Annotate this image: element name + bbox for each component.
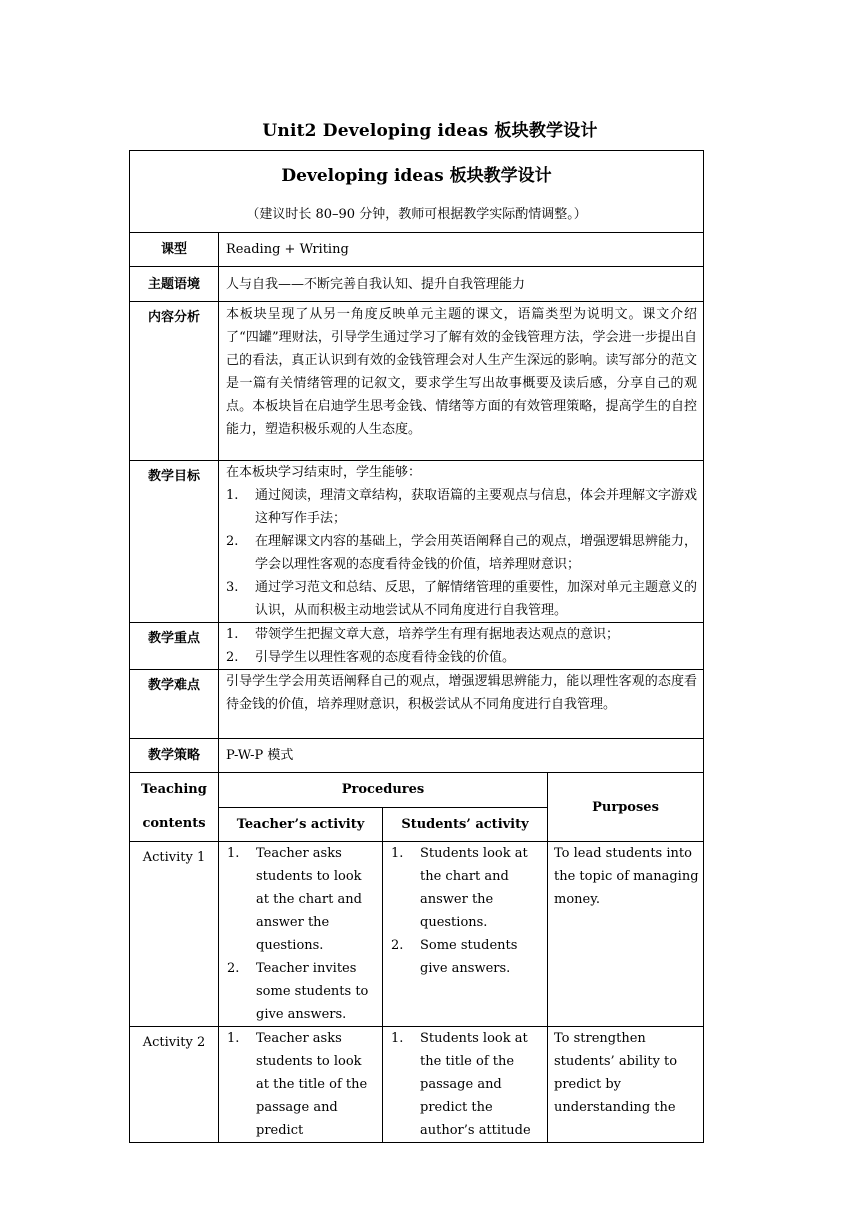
list-item: 1. Students look at the title of the passage and predict the author’s attitude [391,1031,531,1138]
teacher-activity-header: Teacher’s activity [219,807,383,842]
objectives-value [219,461,704,623]
activity-label: Activity 2 [130,1027,219,1143]
purpose-cell: To strengthen students’ ability to predict by understanding the [548,1027,704,1143]
students-activity-cell [383,842,548,1027]
list-item: 2. 在理解课文内容的基础上，学会用英语阐释自己的观点，增强逻辑思辨能力，学会以理性客观的态度看待金钱的价值，培养理财意识； [226,534,698,572]
objectives-list [226,484,697,622]
list-item: 1. Teacher asks students to look at the chart and answer the questions. [227,846,362,953]
table-header [130,151,704,233]
document-title: Unit2 Developing ideas 板块教学设计 [262,121,598,141]
list-item: 2. Teacher invites some students to give answers. [227,961,369,1022]
lesson-type-label: 课型 [130,233,219,267]
theme-value: 人与自我——不断完善自我认知、提升自我管理能力 [219,267,704,302]
duration-note: （建议时长 80–90 分钟，教师可根据教学实际酌情调整。） [246,207,587,222]
table-row [130,842,704,1027]
objectives-intro: 在本板块学习结束时，学生能够： [226,465,422,480]
difficulties-label: 教学难点 [130,670,219,739]
lesson-plan-table [129,150,704,1143]
key-points-list [226,623,697,669]
strategy-value: P-W-P 模式 [219,739,704,773]
teaching-contents-header: Teaching contents [130,773,219,842]
content-analysis-value: 本板块呈现了从另一角度反映单元主题的课文，语篇类型为说明文。课文介绍了“四罐”理财法，引导学生通过学习了解有效的金钱管理方法，学会进一步提出自己的看法，真正认识到有效的金钱管理会对人生产生深远的影响。读写部分的范文是一篇有关情绪管理的记叙文，要求学生写出故事概要及读后感，分享自己的观点。本板块旨在启迪学生思考金钱、情绪等方面的有效管理策略，提高学生的自控能力，塑造积极乐观的人生态度。 [219,302,704,461]
teacher-activity-cell [219,1027,383,1143]
list-item: 1. 带领学生把握文章大意，培养学生有理有据地表达观点的意识； [226,627,620,642]
strategy-label: 教学策略 [130,739,219,773]
list-item: 2. 引导学生以理性客观的态度看待金钱的价值。 [226,650,516,665]
purpose-cell: To lead students into the topic of managing money. [548,842,704,1027]
list-item: 2. Some students give answers. [391,938,518,976]
content-analysis-label: 内容分析 [130,302,219,461]
activity-label: Activity 1 [130,842,219,1027]
theme-label: 主题语境 [130,267,219,302]
table-header-title: Developing ideas 板块教学设计 [281,166,552,186]
table-row [130,1027,704,1143]
key-points-label: 教学重点 [130,623,219,670]
difficulties-value: 引导学生学会用英语阐释自己的观点，增强逻辑思辨能力，能以理性客观的态度看待金钱的价值，培养理财意识，积极尝试从不同角度进行自我管理。 [219,670,704,739]
key-points-value [219,623,704,670]
students-activity-cell [383,1027,548,1143]
list-item: 1. Students look at the chart and answer the questions. [391,846,528,930]
students-activity-header: Students’ activity [383,807,548,842]
list-item: 1. Teacher asks students to look at the title of the passage and predict [227,1031,368,1138]
objectives-label: 教学目标 [130,461,219,623]
list-item: 3. 通过学习范文和总结、反思，了解情绪管理的重要性，加深对单元主题意义的认识，从而积极主动地尝试从不同角度进行自我管理。 [226,580,698,618]
list-item: 1. 通过阅读，理清文章结构，获取语篇的主要观点与信息，体会并理解文字游戏这种写作手法； [226,488,698,526]
purposes-header: Purposes [548,773,704,842]
lesson-type-value: Reading + Writing [219,233,704,267]
teacher-activity-cell [219,842,383,1027]
procedures-header: Procedures [219,773,548,808]
